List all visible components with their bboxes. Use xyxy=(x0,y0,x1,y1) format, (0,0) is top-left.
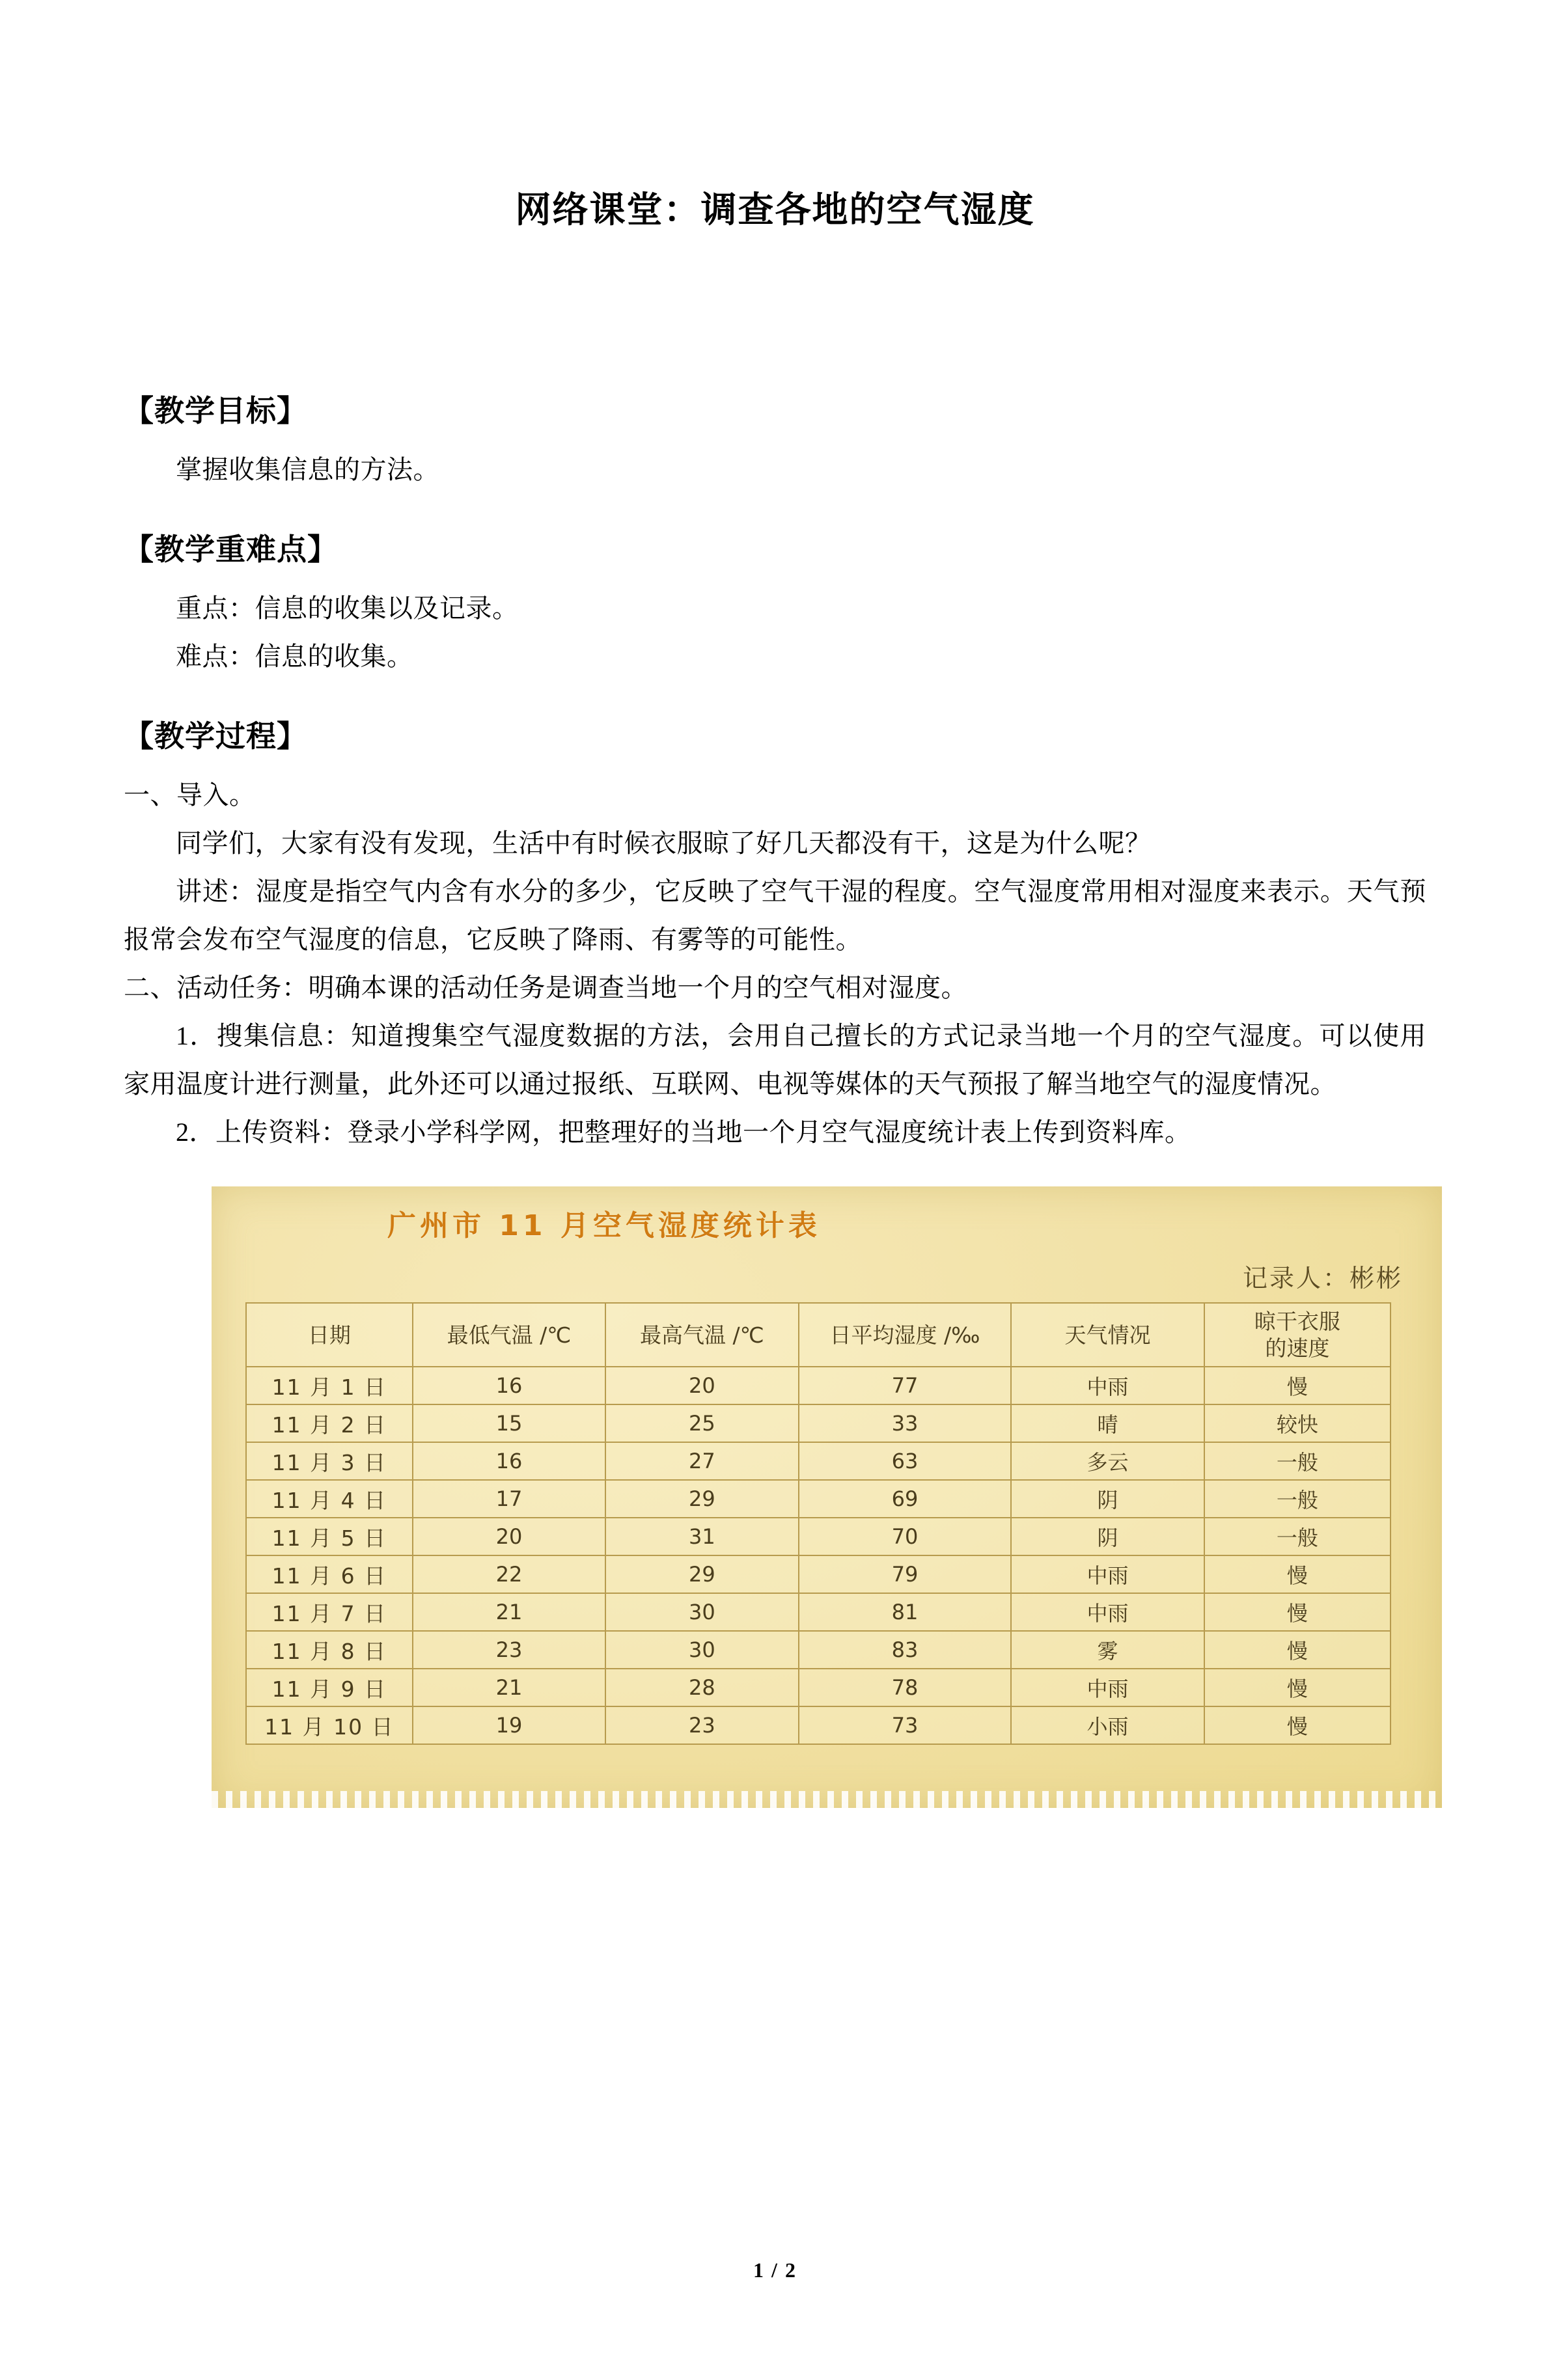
photo-recorder-label: 记录人：彬彬 xyxy=(1242,1264,1403,1293)
cell-drying-speed: 慢 xyxy=(1204,1367,1391,1404)
table-row xyxy=(246,1480,1391,1518)
cell-low-temp: 17 xyxy=(413,1480,605,1518)
cell-humidity: 83 xyxy=(799,1631,1012,1669)
cell-humidity: 70 xyxy=(799,1518,1012,1555)
cell-weather: 多云 xyxy=(1011,1442,1204,1480)
cell-date: 11 月 9 日 xyxy=(246,1669,413,1706)
header-avg-humidity: 日平均湿度 /‰ xyxy=(799,1303,1012,1367)
cell-weather: 阴 xyxy=(1011,1480,1204,1518)
cell-weather: 晴 xyxy=(1011,1404,1204,1442)
cell-low-temp: 20 xyxy=(413,1518,605,1555)
cell-high-temp: 27 xyxy=(605,1442,798,1480)
cell-high-temp: 30 xyxy=(605,1593,798,1631)
cell-low-temp: 16 xyxy=(413,1367,605,1404)
process-step-1-paragraph-2: 讲述：湿度是指空气内含有水分的多少，它反映了空气干湿的程度。空气湿度常用相对湿度来表示。天气预报常会发布空气湿度的信息，它反映了降雨、有雾等的可能性。 xyxy=(124,877,1426,955)
table-row xyxy=(246,1442,1391,1480)
header-drying-speed-line1: 晾干衣服 xyxy=(1254,1309,1340,1335)
teaching-goal-line-1: 掌握收集信息的方法。 xyxy=(176,455,439,485)
cell-high-temp: 23 xyxy=(605,1706,798,1744)
key-point-line-1: 重点：信息的收集以及记录。 xyxy=(176,594,519,623)
cell-date: 11 月 6 日 xyxy=(246,1555,413,1593)
cell-drying-speed: 慢 xyxy=(1204,1706,1391,1744)
table-row xyxy=(246,1404,1391,1442)
cell-low-temp: 16 xyxy=(413,1442,605,1480)
cell-high-temp: 31 xyxy=(605,1518,798,1555)
cell-humidity: 78 xyxy=(799,1669,1012,1706)
cell-high-temp: 30 xyxy=(605,1631,798,1669)
table-row xyxy=(246,1367,1391,1404)
cell-high-temp: 28 xyxy=(605,1669,798,1706)
cell-low-temp: 21 xyxy=(413,1593,605,1631)
cell-drying-speed: 慢 xyxy=(1204,1555,1391,1593)
cell-humidity: 63 xyxy=(799,1442,1012,1480)
cell-humidity: 33 xyxy=(799,1404,1012,1442)
table-header-row xyxy=(246,1303,1391,1367)
header-drying-speed xyxy=(1204,1303,1391,1367)
cell-date: 11 月 8 日 xyxy=(246,1631,413,1669)
cell-date: 11 月 2 日 xyxy=(246,1404,413,1442)
page-title: 网络课堂：调查各地的空气湿度 xyxy=(515,190,1035,230)
header-drying-speed-line2: 的速度 xyxy=(1265,1335,1330,1361)
cell-humidity: 81 xyxy=(799,1593,1012,1631)
cell-weather: 阴 xyxy=(1011,1518,1204,1555)
cell-date: 11 月 5 日 xyxy=(246,1518,413,1555)
table-row xyxy=(246,1706,1391,1744)
photo-table-title: 广州市 11 月空气湿度统计表 xyxy=(387,1209,821,1243)
header-date: 日期 xyxy=(246,1303,413,1367)
cell-drying-speed: 慢 xyxy=(1204,1593,1391,1631)
cell-humidity: 69 xyxy=(799,1480,1012,1518)
humidity-table-photo xyxy=(212,1186,1442,1808)
photo-canvas xyxy=(212,1186,1442,1808)
cell-weather: 中雨 xyxy=(1011,1593,1204,1631)
key-point-line-2: 难点：信息的收集。 xyxy=(176,642,413,672)
process-step-1-heading: 一、导入。 xyxy=(124,780,256,810)
section-heading-key-points: 【教学重难点】 xyxy=(124,533,338,567)
header-low-temp: 最低气温 /℃ xyxy=(413,1303,605,1367)
cell-low-temp: 23 xyxy=(413,1631,605,1669)
section-heading-teaching-process: 【教学过程】 xyxy=(124,720,307,754)
cell-drying-speed: 慢 xyxy=(1204,1669,1391,1706)
cell-weather: 中雨 xyxy=(1011,1669,1204,1706)
cell-drying-speed: 一般 xyxy=(1204,1518,1391,1555)
cell-high-temp: 29 xyxy=(605,1480,798,1518)
cell-low-temp: 15 xyxy=(413,1404,605,1442)
process-step-1-paragraph-1: 同学们，大家有没有发现，生活中有时候衣服晾了好几天都没有干，这是为什么呢？ xyxy=(176,828,1152,858)
table-row xyxy=(246,1669,1391,1706)
section-heading-teaching-goal: 【教学目标】 xyxy=(124,394,307,428)
cell-humidity: 79 xyxy=(799,1555,1012,1593)
document-page xyxy=(0,189,1550,2380)
cell-humidity: 73 xyxy=(799,1706,1012,1744)
page-number: 1 / 2 xyxy=(753,2258,797,2282)
header-high-temp: 最高气温 /℃ xyxy=(605,1303,798,1367)
process-step-2-heading: 二、活动任务：明确本课的活动任务是调查当地一个月的空气相对湿度。 xyxy=(124,973,967,1003)
cell-drying-speed: 慢 xyxy=(1204,1631,1391,1669)
table-row xyxy=(246,1555,1391,1593)
cell-date: 11 月 4 日 xyxy=(246,1480,413,1518)
cell-weather: 小雨 xyxy=(1011,1706,1204,1744)
cell-drying-speed: 一般 xyxy=(1204,1480,1391,1518)
humidity-statistics-table xyxy=(245,1302,1391,1745)
process-step-2-paragraph-1: 1．搜集信息：知道搜集空气湿度数据的方法，会用自己擅长的方式记录当地一个月的空气湿度。可以使用家用温度计进行测量，此外还可以通过报纸、互联网、电视等媒体的天气预报了解当地空气的湿度情况。 xyxy=(124,1021,1426,1099)
cell-date: 11 月 3 日 xyxy=(246,1442,413,1480)
cell-weather: 中雨 xyxy=(1011,1367,1204,1404)
header-weather: 天气情况 xyxy=(1011,1303,1204,1367)
cell-weather: 雾 xyxy=(1011,1631,1204,1669)
cell-date: 11 月 7 日 xyxy=(246,1593,413,1631)
cell-low-temp: 22 xyxy=(413,1555,605,1593)
cell-low-temp: 21 xyxy=(413,1669,605,1706)
cell-date: 11 月 1 日 xyxy=(246,1367,413,1404)
table-row xyxy=(246,1593,1391,1631)
cell-high-temp: 20 xyxy=(605,1367,798,1404)
cell-high-temp: 25 xyxy=(605,1404,798,1442)
cell-humidity: 77 xyxy=(799,1367,1012,1404)
cell-low-temp: 19 xyxy=(413,1706,605,1744)
cell-date: 11 月 10 日 xyxy=(246,1706,413,1744)
cell-drying-speed: 较快 xyxy=(1204,1404,1391,1442)
cell-high-temp: 29 xyxy=(605,1555,798,1593)
cell-drying-speed: 一般 xyxy=(1204,1442,1391,1480)
process-step-2-paragraph-2: 2．上传资料：登录小学科学网，把整理好的当地一个月空气湿度统计表上传到资料库。 xyxy=(176,1117,1191,1147)
cell-weather: 中雨 xyxy=(1011,1555,1204,1593)
table-row xyxy=(246,1631,1391,1669)
table-row xyxy=(246,1518,1391,1555)
